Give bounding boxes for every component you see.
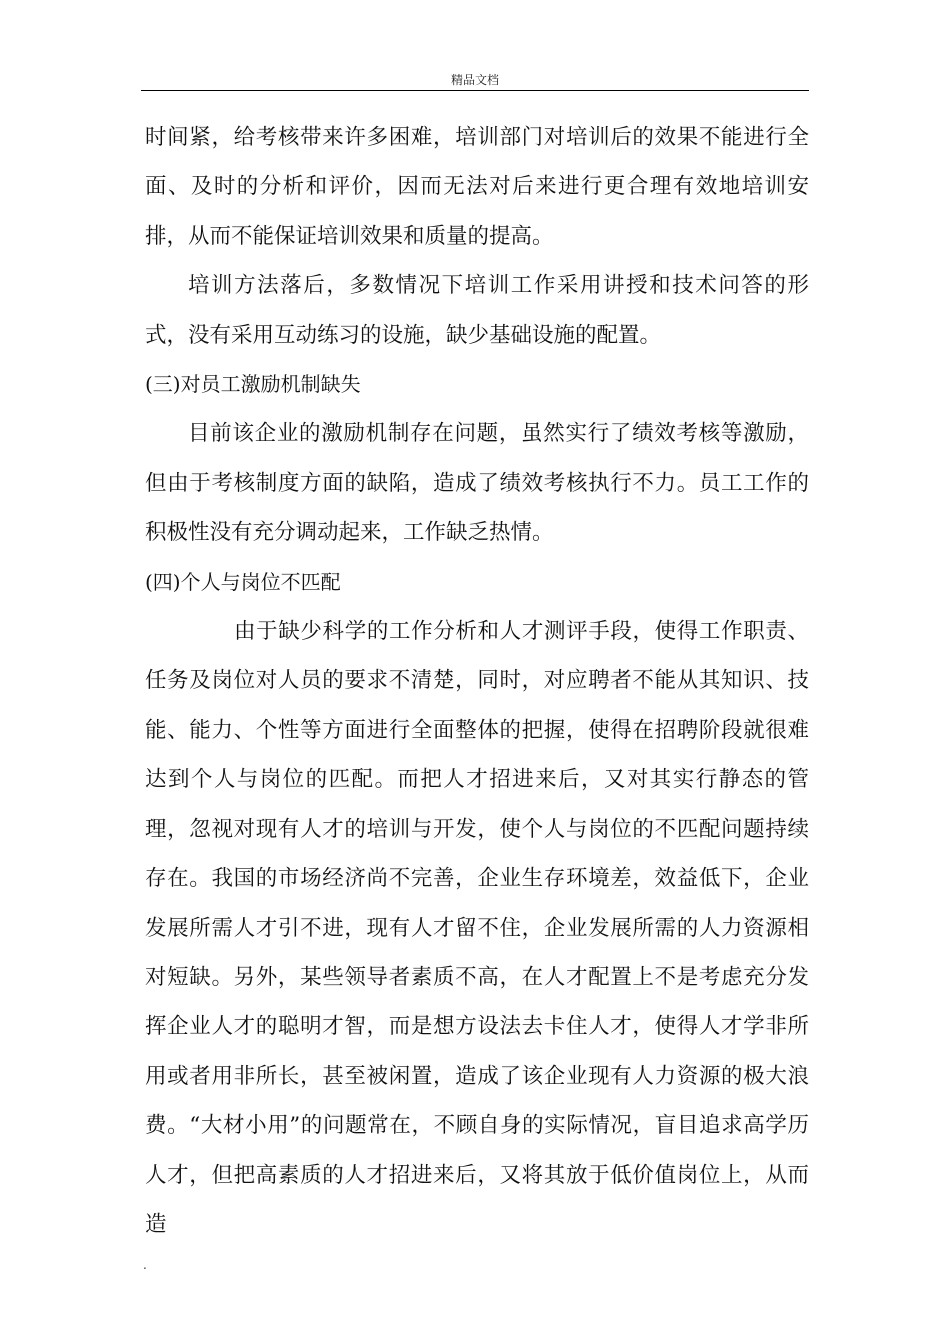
section-heading-position-mismatch: (四)个人与岗位不匹配 [145, 569, 341, 594]
footer-mark: . [143, 1258, 147, 1272]
section-heading-incentive: (三)对员工激励机制缺失 [145, 372, 361, 397]
paragraph-training-methods: 培训方法落后，多数情况下培训工作采用讲授和技术问答的形式，没有采用互动练习的设施，缺少基础设施的配置。 [145, 273, 809, 348]
header-title: 精品文档 [450, 73, 499, 87]
header-divider [141, 90, 809, 91]
paragraph-position-mismatch: 由于缺少科学的工作分析和人才测评手段，使得工作职责、任务及岗位对人员的要求不清楚，同时，对应聘者不能从其知识、技能、能力、个性等方面进行全面整体的把握，使得在招聘阶段就很难达到个人与岗位的匹配。而把人才招进来后，又对其实行静态的管理，忽视对现有人才的培训与开发，使个人与岗位的不匹配问题持续存在。我国的市场经济尚不完善，企业生存环境差，效益低下，企业发展所需人才引不进，现有人才留不住，企业发展所需的人力资源相对短缺。另外，某些领导者素质不高，在人才配置上不是考虑充分发挥企业人才的聪明才智，而是想方设法去卡住人才，使得人才学非所用或者用非所长，甚至被闲置，造成了该企业现有人力资源的极大浪费。“大材小用”的问题常在，不顾自身的实际情况，盲目追求高学历人才，但把高素质的人才招进来后，又将其放于低价值岗位上，从而造 [145, 619, 809, 1237]
body-text [145, 113, 809, 1249]
paragraph-continuation: 时间紧，给考核带来许多困难，培训部门对培训后的效果不能进行全面、及时的分析和评价，因而无法对后来进行更合理有效地培训安排，从而不能保证培训效果和质量的提高。 [145, 125, 809, 249]
paragraph-incentive: 目前该企业的激励机制存在问题，虽然实行了绩效考核等激励，但由于考核制度方面的缺陷，造成了绩效考核执行不力。员工工作的积极性没有充分调动起来，工作缺乏热情。 [145, 421, 809, 546]
